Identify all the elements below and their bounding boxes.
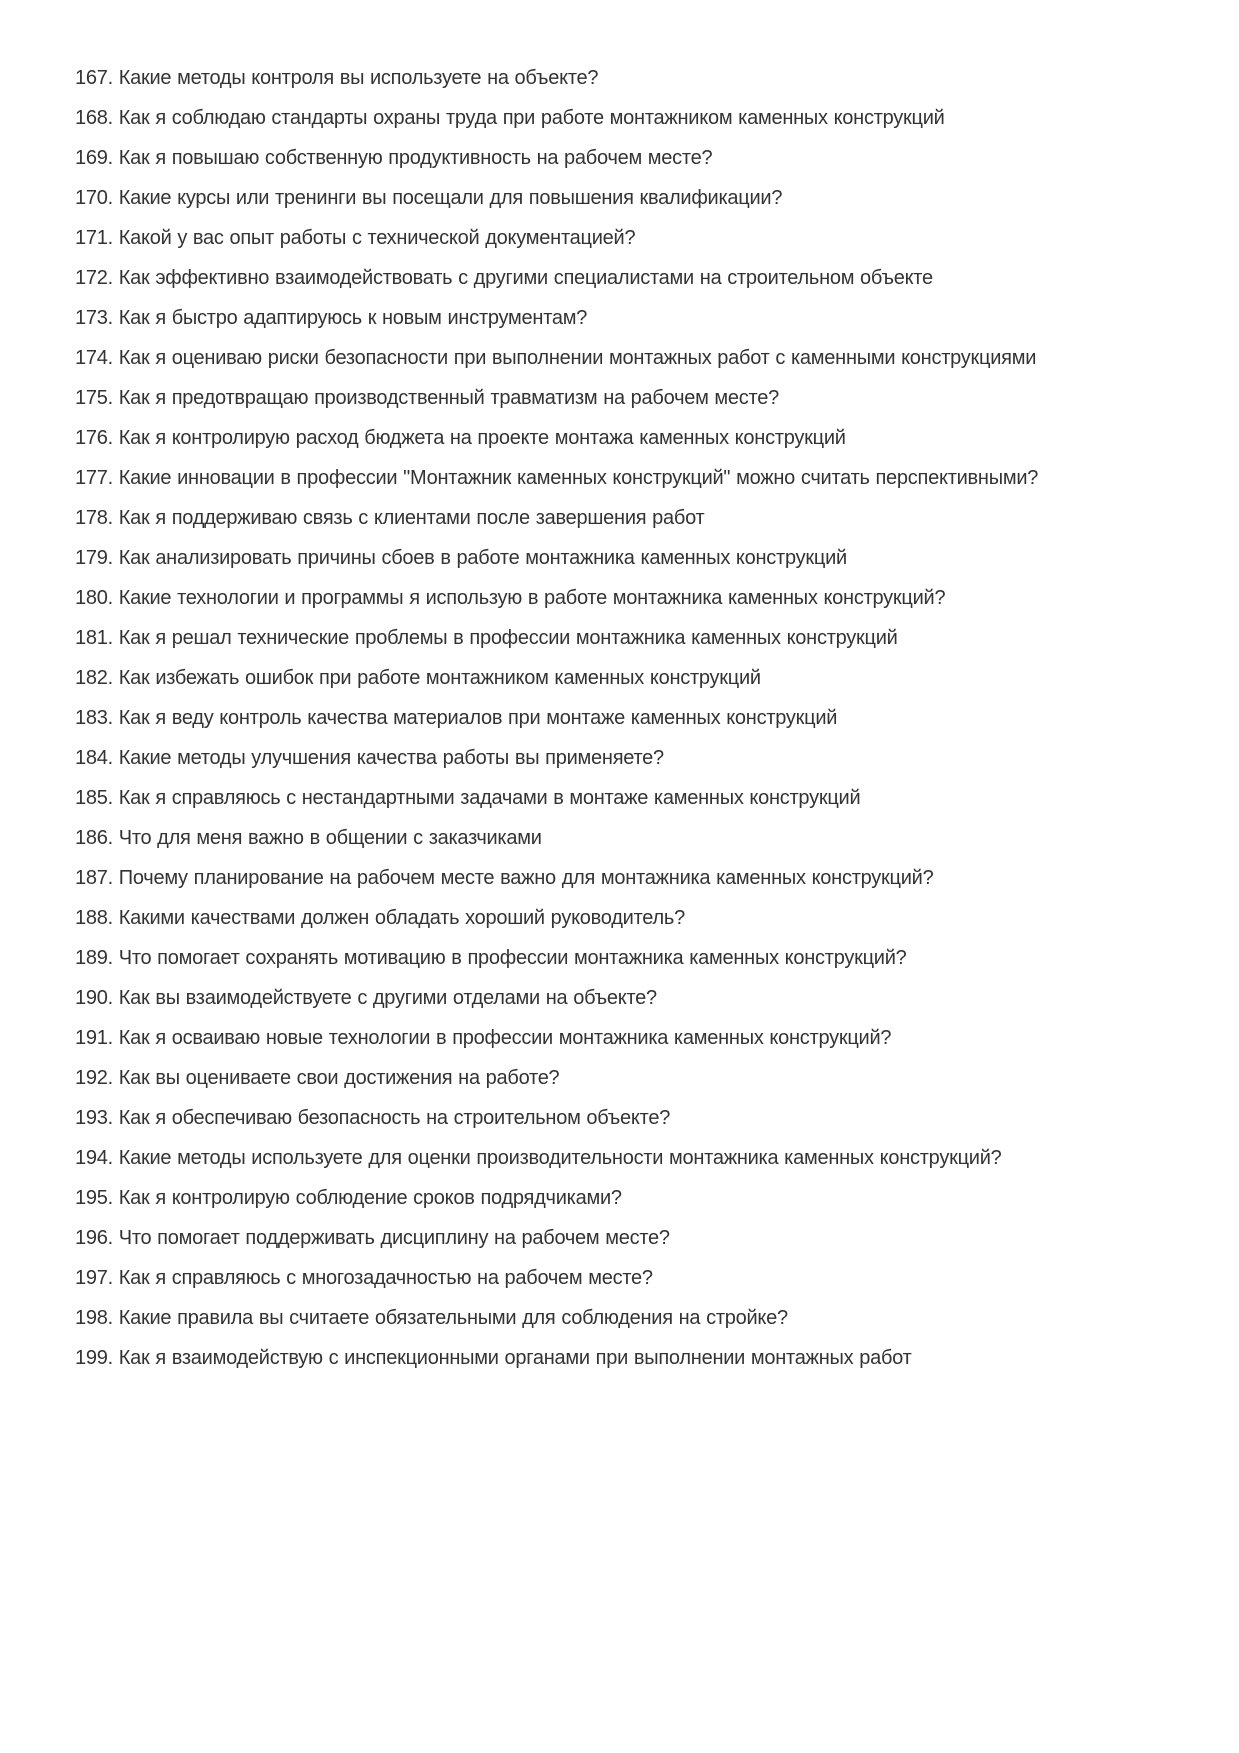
question-item: 168. Как я соблюдаю стандарты охраны труда при работе монтажником каменных конструкций	[75, 107, 945, 129]
question-item: 196. Что помогает поддерживать дисциплину на рабочем месте?	[75, 1227, 670, 1249]
question-item: 182. Как избежать ошибок при работе монтажником каменных конструкций	[75, 667, 761, 689]
question-item: 185. Как я справляюсь с нестандартными задачами в монтаже каменных конструкций	[75, 787, 861, 809]
question-item: 175. Как я предотвращаю производственный травматизм на рабочем месте?	[75, 387, 779, 409]
question-item: 199. Как я взаимодействую с инспекционными органами при выполнении монтажных работ	[75, 1347, 912, 1369]
question-item: 184. Какие методы улучшения качества работы вы применяете?	[75, 747, 664, 769]
question-item: 181. Как я решал технические проблемы в профессии монтажника каменных конструкций	[75, 627, 898, 649]
question-item: 183. Как я веду контроль качества материалов при монтаже каменных конструкций	[75, 707, 838, 729]
question-item: 197. Как я справляюсь с многозадачностью на рабочем месте?	[75, 1267, 653, 1289]
question-item: 190. Как вы взаимодействуете с другими отделами на объекте?	[75, 987, 657, 1009]
question-list	[75, 58, 1165, 1378]
question-item: 195. Как я контролирую соблюдение сроков подрядчиками?	[75, 1187, 622, 1209]
question-item: 172. Как эффективно взаимодействовать с другими специалистами на строительном объекте	[75, 267, 933, 289]
question-item: 179. Как анализировать причины сбоев в работе монтажника каменных конструкций	[75, 547, 847, 569]
question-item: 191. Как я осваиваю новые технологии в профессии монтажника каменных конструкций?	[75, 1027, 892, 1049]
question-item: 178. Как я поддерживаю связь с клиентами после завершения работ	[75, 507, 705, 529]
question-item: 187. Почему планирование на рабочем месте важно для монтажника каменных конструкций?	[75, 867, 934, 889]
question-item: 189. Что помогает сохранять мотивацию в профессии монтажника каменных конструкций?	[75, 947, 907, 969]
question-item: 174. Как я оцениваю риски безопасности при выполнении монтажных работ с каменными конструкциями	[75, 347, 1037, 369]
question-item: 194. Какие методы используете для оценки производительности монтажника каменных конструкций?	[75, 1147, 1002, 1169]
question-item: 186. Что для меня важно в общении с заказчиками	[75, 827, 542, 849]
question-item: 193. Как я обеспечиваю безопасность на строительном объекте?	[75, 1107, 671, 1129]
question-item: 198. Какие правила вы считаете обязательными для соблюдения на стройке?	[75, 1307, 788, 1329]
question-item: 180. Какие технологии и программы я использую в работе монтажника каменных конструкций?	[75, 587, 946, 609]
question-item: 171. Какой у вас опыт работы с технической документацией?	[75, 227, 636, 249]
question-item: 170. Какие курсы или тренинги вы посещали для повышения квалификации?	[75, 187, 783, 209]
question-item: 176. Как я контролирую расход бюджета на проекте монтажа каменных конструкций	[75, 427, 846, 449]
question-item: 169. Как я повышаю собственную продуктивность на рабочем месте?	[75, 147, 713, 169]
question-item: 177. Какие инновации в профессии "Монтажник каменных конструкций" можно считать перспективными?	[75, 467, 1039, 489]
question-item: 167. Какие методы контроля вы используете на объекте?	[75, 67, 599, 89]
question-item: 188. Какими качествами должен обладать хороший руководитель?	[75, 907, 685, 929]
question-item: 192. Как вы оцениваете свои достижения на работе?	[75, 1067, 560, 1089]
question-item: 173. Как я быстро адаптируюсь к новым инструментам?	[75, 307, 588, 329]
